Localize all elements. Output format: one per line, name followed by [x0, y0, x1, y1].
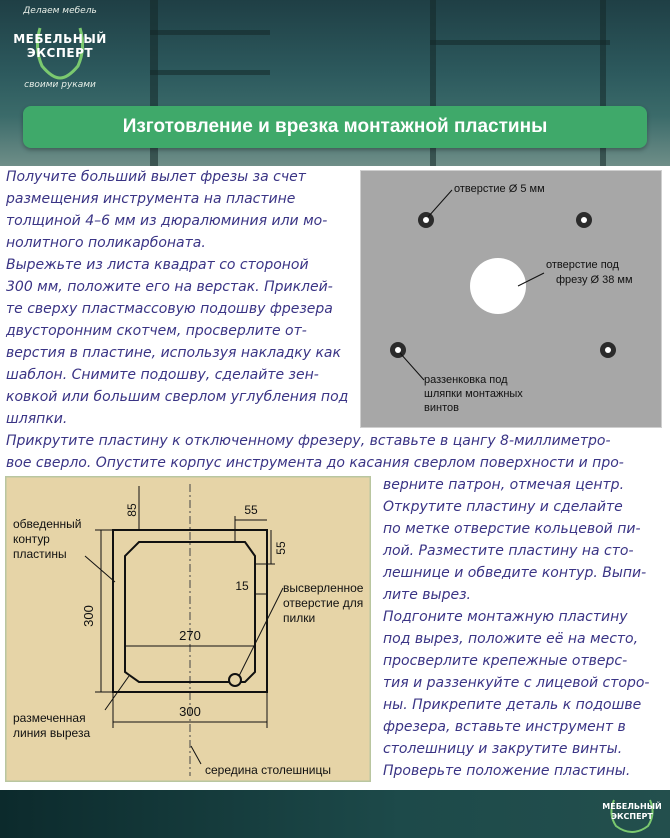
right-line: лешнице и обведите контур. Выпи- — [383, 565, 647, 581]
right-line: фрезера, вставьте инструмент в — [383, 719, 626, 735]
dim-300-vertical: 300 — [81, 605, 96, 627]
logo-name: МЕБЕЛЬНЫЙ ЭКСПЕРТ — [13, 32, 107, 60]
label-countersink-1: раззенковка под — [424, 374, 508, 386]
right-line: по метке отверстие кольцевой пи- — [383, 521, 641, 537]
intro-line: ковкой или большим сверлом углубления под — [6, 389, 349, 405]
router-bit-hole — [470, 258, 526, 314]
right-line: под вырез, положите её на место, — [383, 631, 639, 647]
dim-55-top: 55 — [244, 503, 258, 517]
label-big-hole-1: отверстие под — [546, 259, 619, 271]
right-line: ны. Прикрепите деталь к подошве — [383, 697, 642, 713]
dim-15: 15 — [235, 579, 249, 593]
intro-line: Вырежьте из листа квадрат со стороной — [6, 257, 309, 273]
right-line: Подгоните монтажную пластину — [383, 609, 628, 625]
label-countersink-3: винтов — [424, 402, 459, 414]
right-line: лой. Разместите пластину на сто- — [383, 543, 634, 559]
label-contour-2: контур — [13, 532, 50, 546]
label-contour-1: обведенный — [13, 517, 82, 531]
right-line: столешницу и закрутите винты. — [383, 741, 623, 757]
label-big-hole-2: фрезу Ø 38 мм — [556, 274, 633, 286]
header-banner — [0, 0, 670, 166]
label-cut-line-2: линия выреза — [13, 726, 91, 740]
footer-logo — [602, 794, 662, 834]
dim-55-side: 55 — [274, 541, 288, 555]
right-line: Проверьте положение пластины. — [383, 763, 631, 779]
label-hole5: отверстие Ø 5 мм — [454, 183, 545, 195]
mounting-plate-figure — [360, 170, 662, 428]
title-bar — [23, 106, 647, 148]
label-saw-hole-3: пилки — [283, 611, 316, 625]
intro-line: шляпки. — [6, 411, 68, 427]
footer-logo-name: МЕБЕЛЬНЫЙ ЭКСПЕРТ — [602, 802, 662, 821]
right-paragraph — [383, 474, 649, 782]
cutout-drawing-figure — [5, 476, 371, 782]
intro-paragraph — [6, 166, 348, 430]
page-title: Изготовление и врезка монтажной пластины — [122, 116, 548, 137]
label-cut-line-1: размеченная — [13, 711, 86, 725]
intro-line: двусторонним скотчем, просверлите от- — [6, 323, 307, 339]
label-saw-hole-2: отверстие для — [283, 596, 364, 610]
dim-300-horizontal: 300 — [179, 704, 201, 719]
right-line: Открутите пластину и сделайте — [383, 499, 623, 515]
logo-tagline-top: Делаем мебель — [23, 6, 97, 16]
label-countersink-2: шляпки монтажных — [424, 388, 523, 400]
intro-line: те сверху пластмассовую подошву фрезера — [6, 301, 333, 317]
intro-line: нолитного поликарбоната. — [6, 235, 206, 251]
logo-tagline-bottom: своими руками — [24, 80, 96, 90]
dim-85: 85 — [125, 503, 139, 517]
intro-line: толщиной 4–6 мм из дюралюминия или мо- — [6, 213, 328, 229]
intro-line: 300 мм, положите его на верстак. Приклей- — [6, 279, 333, 295]
right-line: просверлите крепежные отверс- — [383, 653, 628, 669]
right-line: лите вырез. — [383, 587, 471, 603]
intro-line: шаблон. Снимите подошву, сделайте зен- — [6, 367, 319, 383]
wide-line: Прикрутите пластину к отключенному фрезеру, вставьте в цангу 8-миллиметро- — [6, 433, 611, 449]
label-contour-3: пластины — [13, 547, 67, 561]
label-saw-hole-1: высверленное — [283, 581, 364, 595]
label-center: середина столешницы — [205, 763, 331, 777]
wide-line: вое сверло. Опустите корпус инструмента до касания сверлом поверхности и про- — [6, 455, 624, 471]
logo — [10, 6, 110, 90]
intro-line: верстия в пластине, используя накладку как — [6, 345, 341, 361]
intro-line: размещения инструмента на пластине — [6, 191, 296, 207]
intro-line: Получите больший вылет фрезы за счет — [6, 169, 306, 185]
wide-paragraph — [6, 430, 624, 474]
footer-banner — [0, 790, 670, 838]
dim-270: 270 — [179, 628, 201, 643]
right-line: верните патрон, отмечая центр. — [383, 477, 625, 493]
right-line: тия и раззенкуйте с лицевой сторо- — [383, 675, 650, 691]
